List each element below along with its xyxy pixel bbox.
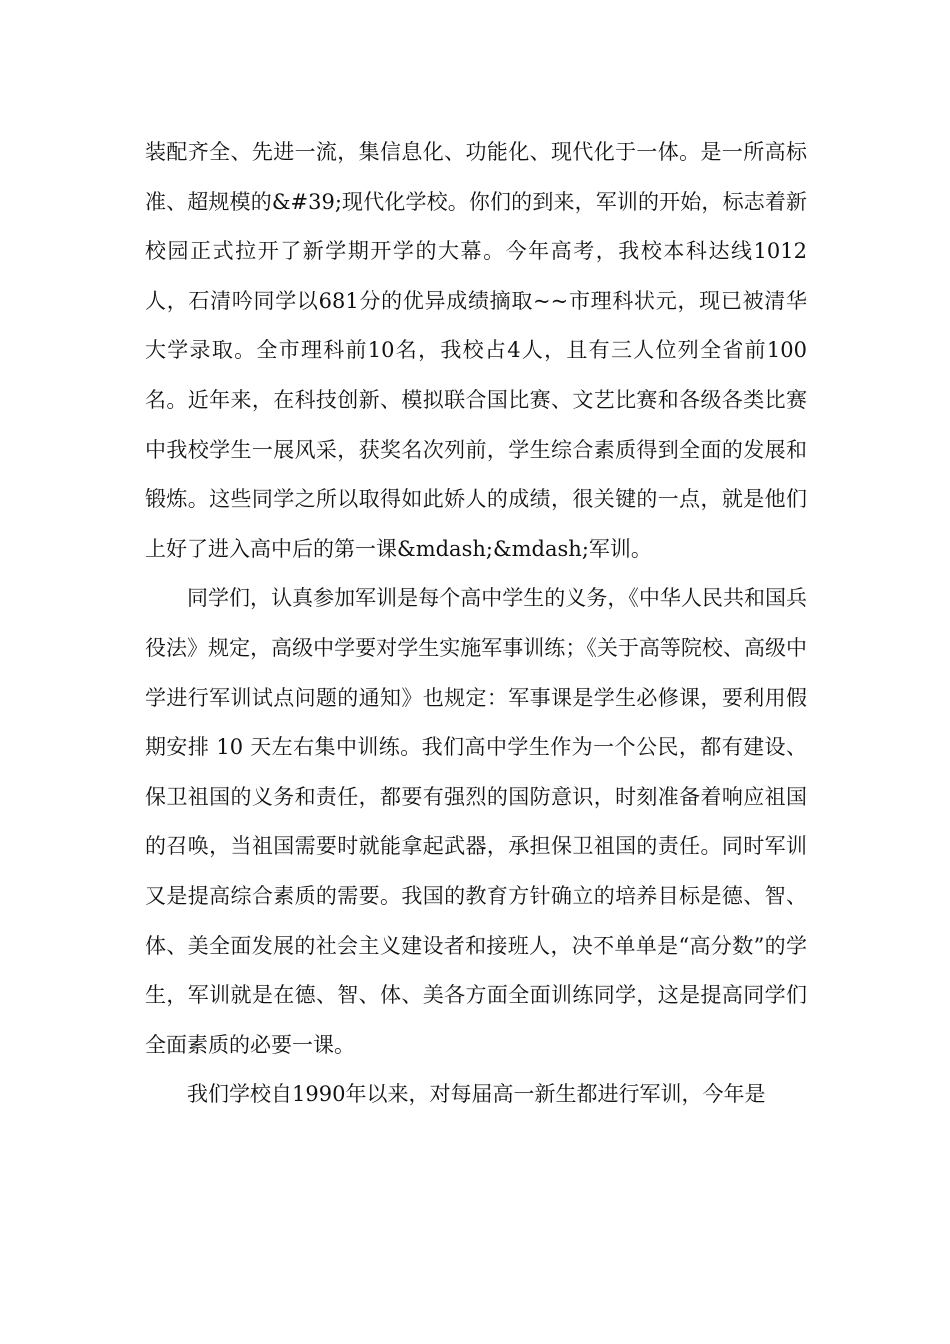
paragraph-school-achievements: 装配齐全、先进一流，集信息化、功能化、现代化于一体。是一所高标准、超规模的&#39;现代化学校。你们的到来，军训的开始，标志着新校园正式拉开了新学期开学的大幕。今年高考，我校本科达线1012人，石清吟同学以681分的优异成绩摘取~~市理科状元，现已被清华大学录取。全市理科前10名，我校占4人，且有三人位列全省前100名。近年来，在科技创新、模拟联合国比赛、文艺比赛和各级各类比赛中我校学生一展风采，获奖名次列前，学生综合素质得到全面的发展和锻炼。这些同学之所以取得如此娇人的成绩，很关键的一点，就是他们上好了进入高中后的第一课&mdash;&mdash;军训。 (145, 140, 807, 561)
paragraph-military-training-duty: 同学们，认真参加军训是每个高中学生的义务，《中华人民共和国兵役法》规定，高级中学要对学生实施军事训练；《关于高等院校、高级中学进行军训试点问题的通知》也规定：军事课是学生必修课，要利用假期安排 10 天左右集中训练。我们高中学生作为一个公民，都有建设、保卫祖国的义务和责任，都要有强烈的国防意识，时刻准备着响应祖国的召唤，当祖国需要时就能拿起武器，承担保卫祖国的责任。同时军训又是提高综合素质的需要。我国的教育方针确立的培养目标是德、智、体、美全面发展的社会主义建设者和接班人，决不单单是“高分数”的学生，军训就是在德、智、体、美各方面全面训练同学，这是提高同学们全面素质的必要一课。 (145, 586, 807, 1057)
paragraph-training-history: 我们学校自1990年以来，对每届高一新生都进行军训，今年是 (187, 1082, 766, 1107)
document-body (145, 128, 807, 1120)
